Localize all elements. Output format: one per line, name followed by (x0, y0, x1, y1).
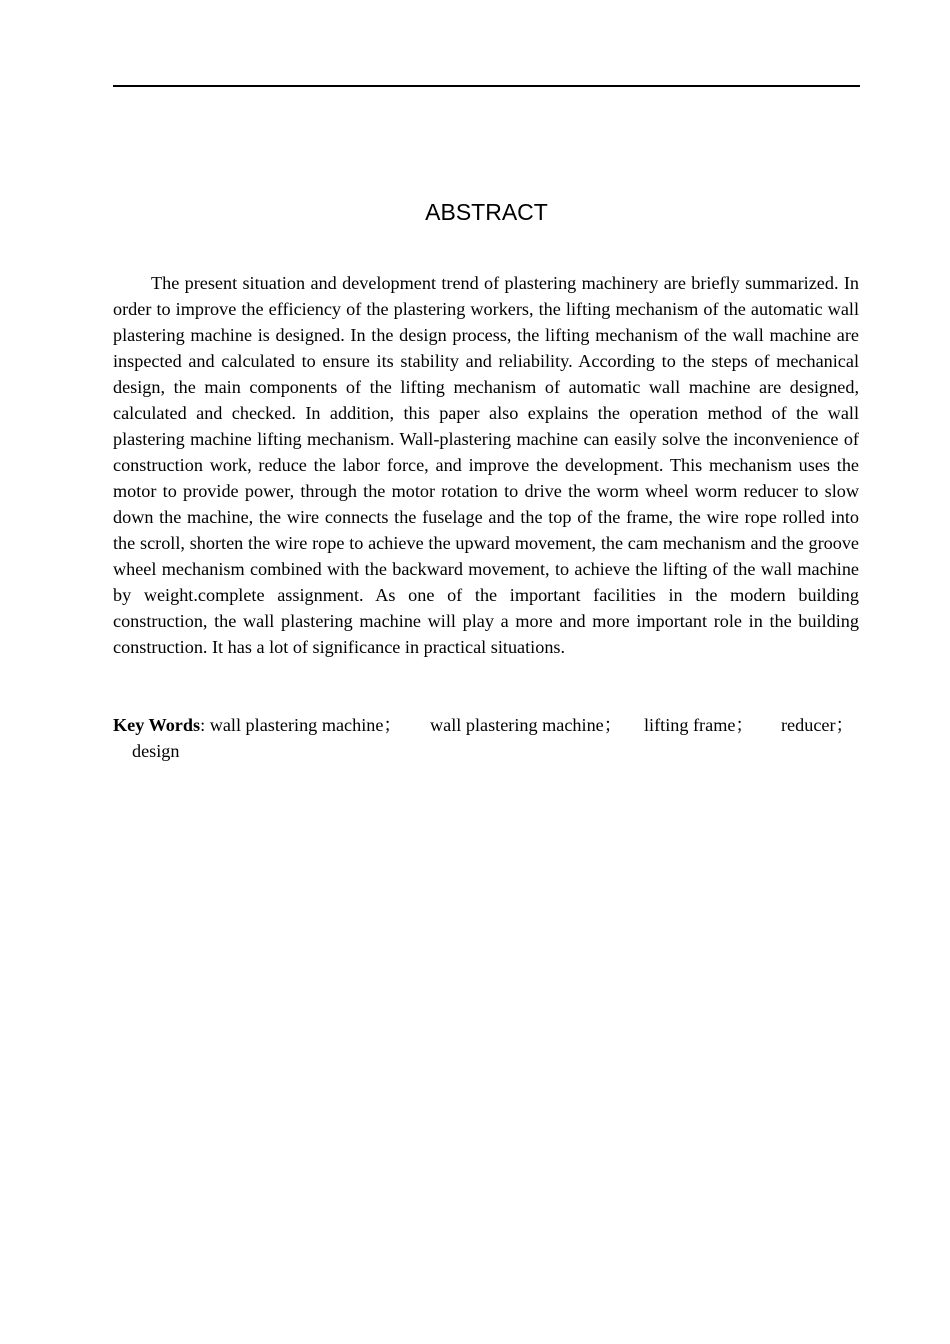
keywords-section (113, 712, 859, 764)
keyword-item: wall plastering machine； (430, 715, 622, 735)
keyword-item: wall plastering machine； (209, 715, 402, 735)
keyword-item: design (132, 741, 180, 761)
keywords-separator: : (200, 715, 210, 735)
keywords-label: Key Words (113, 715, 201, 735)
header-rule (113, 85, 860, 87)
keyword-item: lifting frame； (644, 715, 754, 735)
abstract-paragraph: The present situation and development trend of plastering machinery are briefly summarized. In order to improve the efficiency of the plastering workers, the lifting mechanism of the automatic wall plastering machine is designed. In the design process, the lifting mechanism of the wall machine are inspected and calculated to ensure its stability and reliability. According to the steps of mechanical design, the main components of the lifting mechanism of automatic wall machine are designed, calculated and checked. In addition, this paper also explains the operation method of the wall plastering machine lifting mechanism. Wall-plastering machine can easily solve the inconvenience of construction work, reduce the labor force, and improve the development. This mechanism uses the motor to provide power, through the motor rotation to drive the worm wheel worm reducer to slow down the machine, the wire connects the fuselage and the top of the frame, the wire rope rolled into the scroll, shorten the wire rope to achieve the upward movement, the cam mechanism and the groove wheel mechanism combined with the backward movement, to achieve the lifting of the wall machine by weight.complete assignment. As one of the important facilities in the modern building construction, the wall plastering machine will play a more and more important role in the building construction. It has a lot of significance in practical situations. (113, 273, 859, 657)
keywords-row (113, 712, 859, 738)
keyword-item: reducer； (781, 715, 854, 735)
keywords-row (113, 738, 859, 764)
page-title: ABSTRACT (425, 199, 548, 225)
keywords-first-cell (113, 712, 430, 738)
